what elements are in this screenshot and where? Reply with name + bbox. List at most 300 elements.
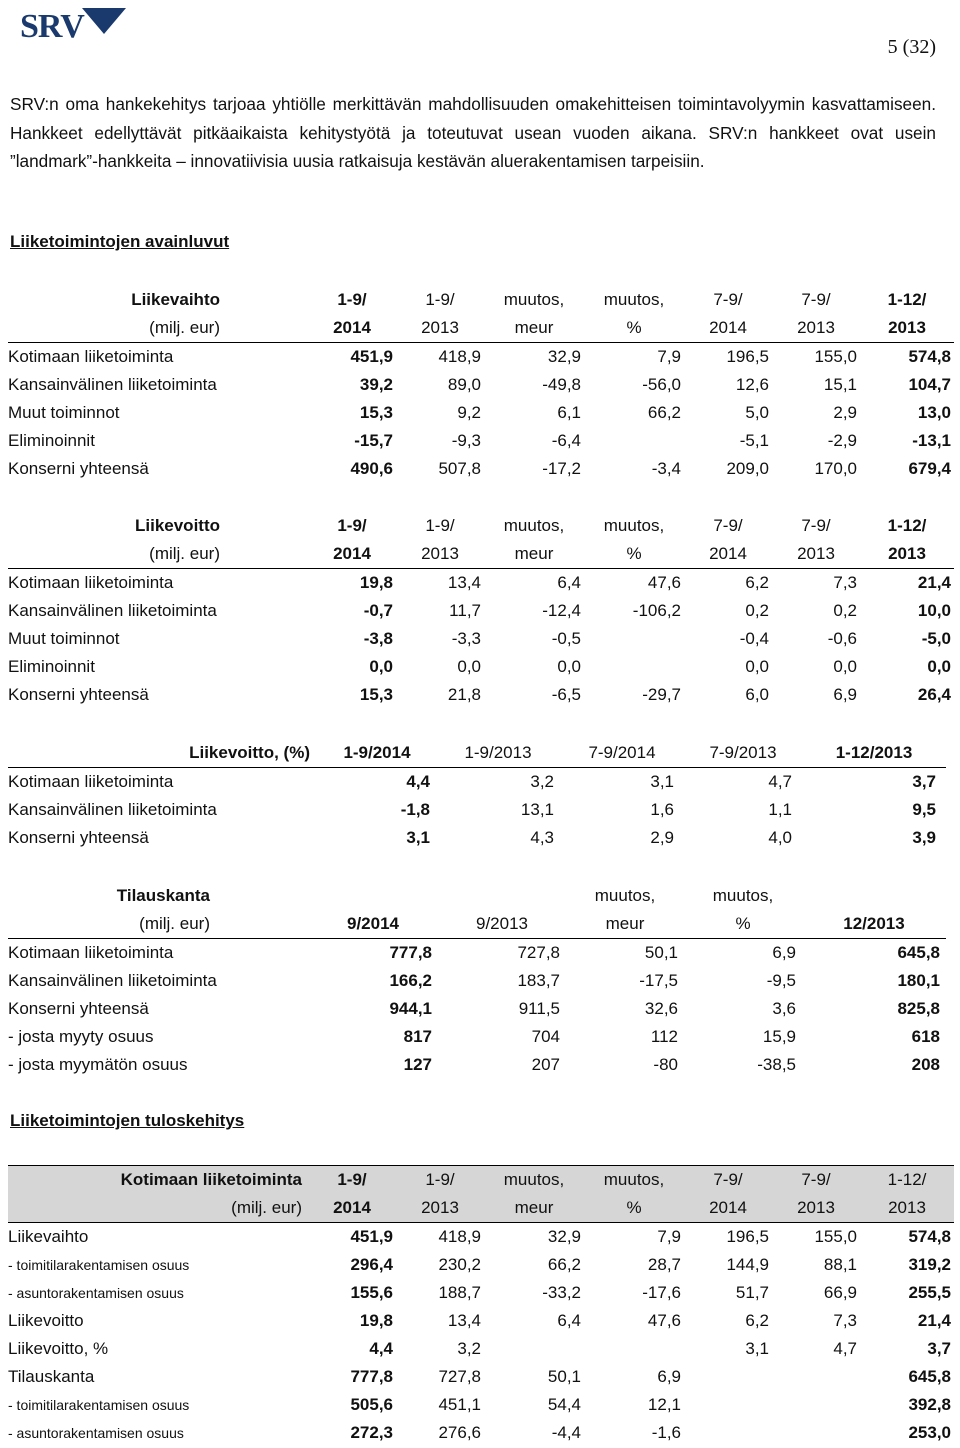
table-cell: 21,4 — [917, 1311, 951, 1330]
column-header: Tilauskanta — [116, 886, 210, 905]
table-cell — [684, 1419, 772, 1447]
srv-logo — [20, 8, 110, 48]
column-header: 9/2014 — [308, 910, 438, 939]
table-cell: 6,4 — [557, 573, 581, 592]
table-cell: 32,9 — [547, 347, 581, 366]
table-cell: 180,1 — [897, 971, 940, 990]
table-cell: -17,2 — [542, 459, 581, 478]
table-cell: 392,8 — [908, 1395, 951, 1414]
row-label: - josta myyty osuus — [8, 1027, 154, 1046]
table-cell: 9,5 — [912, 800, 936, 819]
table-cell: 6,2 — [745, 573, 769, 592]
intro-text: SRV:n oma hankekehitys tarjoaa yhtiölle merkittävän mahdollisuuden omakehitteisen toimintavolyymin kasvattamiseen. Hankkeet edellyttävät pitkäaikaista kehitystyötä ja toteutuvat usean vuoden aikana. SRV:n hankkeet ovat usein ”landmark”-hankkeita – innovatiivisia uusia ratkaisuja kestävän aluerakentamisen tarpeisiin. — [10, 94, 936, 172]
table-cell: 6,2 — [745, 1311, 769, 1330]
table-cell: -29,7 — [642, 685, 681, 704]
table-cell: 6,9 — [833, 685, 857, 704]
column-header: muutos, — [584, 1166, 684, 1195]
table-cell: 618 — [911, 1027, 940, 1046]
row-label: Liikevoitto — [8, 1311, 84, 1330]
table-cell: -33,2 — [542, 1283, 581, 1302]
table-cell: 505,6 — [350, 1395, 393, 1414]
row-label: Kotimaan liiketoiminta — [8, 772, 174, 791]
table-cell: 2,9 — [833, 403, 857, 422]
table-cell: -4,4 — [551, 1423, 581, 1442]
table-cell: 208 — [911, 1055, 940, 1074]
table-row — [8, 343, 954, 372]
table-cell: 1,1 — [768, 800, 792, 819]
table-row — [8, 768, 946, 797]
table-cell: 3,1 — [745, 1339, 769, 1358]
table-liikevoitto — [8, 512, 954, 709]
table-header-row — [8, 739, 946, 768]
column-header: 2013 — [396, 314, 484, 343]
row-label: Kansainvälinen liiketoiminta — [8, 601, 217, 620]
table-cell: 645,8 — [897, 943, 940, 962]
table-cell: 21,4 — [917, 573, 951, 592]
table-row — [8, 399, 954, 427]
table-cell: 155,0 — [814, 347, 857, 366]
table-cell: -0,5 — [551, 629, 581, 648]
column-header: 2013 — [860, 1194, 954, 1223]
table-cell: 183,7 — [517, 971, 560, 990]
table-cell: 12,6 — [735, 375, 769, 394]
table-row — [8, 1051, 946, 1079]
column-header: 2013 — [772, 314, 860, 343]
table-liikevaihto — [8, 286, 954, 483]
table-row — [8, 455, 954, 483]
column-header: 1-9/ — [396, 1166, 484, 1195]
column-header: meur — [484, 314, 584, 343]
table-header-row — [8, 512, 954, 540]
column-header — [802, 882, 946, 910]
table-cell: -5,0 — [921, 629, 951, 648]
table-cell: 51,7 — [735, 1283, 769, 1302]
table-cell: 451,9 — [350, 347, 393, 366]
intro-paragraph — [10, 90, 936, 176]
table-cell: 0,0 — [833, 657, 857, 676]
table-cell: 255,5 — [908, 1283, 951, 1302]
column-header: Liikevaihto — [131, 290, 220, 309]
table-cell: 574,8 — [908, 1227, 951, 1246]
table-cell — [584, 1335, 684, 1363]
row-label: Kansainvälinen liiketoiminta — [8, 971, 217, 990]
table-cell: 4,4 — [369, 1339, 393, 1358]
table-cell: 196,5 — [726, 1227, 769, 1246]
table-row — [8, 597, 954, 625]
column-header: 2013 — [860, 540, 954, 569]
table-cell: 418,9 — [438, 1227, 481, 1246]
table-cell: -1,8 — [400, 800, 430, 819]
table-row — [8, 1251, 954, 1279]
table-cell: 777,8 — [350, 1367, 393, 1386]
column-header: muutos, — [594, 886, 656, 905]
table-header-row — [8, 540, 954, 569]
column-header: Kotimaan liiketoiminta — [8, 1166, 308, 1195]
table-cell: -3,3 — [451, 629, 481, 648]
row-label: - asuntorakentamisen osuus — [8, 1425, 184, 1441]
table-cell: 296,4 — [350, 1255, 393, 1274]
table-cell: 0,0 — [369, 657, 393, 676]
column-header: 1-12/ — [887, 290, 927, 309]
column-header: (milj. eur) — [8, 540, 308, 569]
table-cell: 66,2 — [647, 403, 681, 422]
table-cell — [484, 1335, 584, 1363]
column-header: 12/2013 — [802, 910, 946, 939]
table-cell: -106,2 — [632, 601, 681, 620]
table-cell: 104,7 — [908, 375, 951, 394]
row-label: - toimitilarakentamisen osuus — [8, 1397, 190, 1413]
table-row — [8, 967, 946, 995]
table-cell: 13,4 — [447, 1311, 481, 1330]
table-header-row — [8, 882, 946, 910]
table-cell: 679,4 — [908, 459, 951, 478]
table-cell: 645,8 — [908, 1367, 951, 1386]
column-header: 1-9/ — [425, 290, 455, 309]
table-cell: 253,0 — [908, 1423, 951, 1442]
column-header: 1-9/ — [308, 1166, 396, 1195]
column-header: 7-9/2013 — [684, 739, 802, 768]
column-header: 1-12/2013 — [802, 739, 946, 768]
table-cell: -49,8 — [542, 375, 581, 394]
column-header: 1-9/ — [337, 290, 367, 309]
table-cell: 4,4 — [406, 772, 430, 791]
table-cell: -5,1 — [739, 431, 769, 450]
row-label: Konserni yhteensä — [8, 828, 149, 847]
row-label: Muut toiminnot — [8, 403, 120, 422]
table-row — [8, 939, 946, 968]
table-row — [8, 1023, 946, 1051]
column-header: 7-9/ — [801, 290, 831, 309]
section-title-avainluvut: Liiketoimintojen avainluvut — [10, 232, 230, 251]
table-cell: 3,1 — [406, 828, 430, 847]
row-label: Kotimaan liiketoiminta — [8, 573, 174, 592]
column-header: 1-9/2013 — [436, 739, 560, 768]
table-cell: 32,6 — [644, 999, 678, 1018]
row-label: - josta myymätön osuus — [8, 1055, 188, 1074]
table-cell: 19,8 — [359, 573, 393, 592]
table-cell: 4,0 — [768, 828, 792, 847]
column-header: muutos, — [712, 886, 774, 905]
table-cell — [584, 653, 684, 681]
column-header: 2013 — [772, 1194, 860, 1223]
column-header: (milj. eur) — [8, 314, 308, 343]
column-header: muutos, — [603, 290, 665, 309]
table-row — [8, 681, 954, 709]
table-cell: 15,1 — [823, 375, 857, 394]
row-label: Kotimaan liiketoiminta — [8, 347, 174, 366]
table-header-row — [8, 1166, 954, 1195]
table-cell: 54,4 — [547, 1395, 581, 1414]
table-cell: 4,7 — [833, 1339, 857, 1358]
table-row — [8, 995, 946, 1023]
row-label: Muut toiminnot — [8, 629, 120, 648]
row-label: Konserni yhteensä — [8, 685, 149, 704]
table-cell: -1,6 — [651, 1423, 681, 1442]
column-header: 7-9/ — [713, 290, 743, 309]
column-header: 2014 — [684, 1194, 772, 1223]
column-header: 1-12/ — [860, 1166, 954, 1195]
table-cell: 66,9 — [823, 1283, 857, 1302]
column-header: (milj. eur) — [8, 1194, 308, 1223]
table-row — [8, 1335, 954, 1363]
table-header-row — [8, 910, 946, 939]
table-cell: -12,4 — [542, 601, 581, 620]
table-cell: 7,3 — [833, 1311, 857, 1330]
table-cell: 188,7 — [438, 1283, 481, 1302]
column-header: 2014 — [684, 314, 772, 343]
table-cell: 207 — [531, 1055, 560, 1074]
table-cell: -38,5 — [757, 1055, 796, 1074]
table-cell: 704 — [531, 1027, 560, 1046]
table-cell: -2,9 — [827, 431, 857, 450]
row-label: Kansainvälinen liiketoiminta — [8, 375, 217, 394]
page-number: 5 (32) — [887, 36, 936, 58]
column-header: 7-9/ — [713, 516, 743, 535]
table-cell: 276,6 — [438, 1423, 481, 1442]
table-row — [8, 653, 954, 681]
table-cell: 6,1 — [557, 403, 581, 422]
table-cell: 451,1 — [438, 1395, 481, 1414]
table-cell: -0,4 — [739, 629, 769, 648]
table-cell: 127 — [403, 1055, 432, 1074]
column-header: % — [584, 314, 684, 343]
column-header: 7-9/2014 — [560, 739, 684, 768]
column-header: 2014 — [308, 314, 396, 343]
table-cell: -56,0 — [642, 375, 681, 394]
table-cell: -6,4 — [551, 431, 581, 450]
table-cell: 490,6 — [350, 459, 393, 478]
table-cell: 166,2 — [389, 971, 432, 990]
table-cell: 47,6 — [647, 1311, 681, 1330]
table-cell: 0,2 — [833, 601, 857, 620]
table-cell: 911,5 — [518, 999, 560, 1018]
table-cell: 451,9 — [350, 1227, 393, 1246]
table-cell: 196,5 — [726, 347, 769, 366]
table-cell: 3,2 — [530, 772, 554, 791]
table-cell: 47,6 — [647, 573, 681, 592]
table-cell: -17,5 — [639, 971, 678, 990]
row-label: Kansainvälinen liiketoiminta — [8, 800, 217, 819]
column-header: 1-12/ — [887, 516, 927, 535]
table-cell — [684, 1391, 772, 1419]
column-header: 2014 — [308, 1194, 396, 1223]
table-cell: 507,8 — [438, 459, 481, 478]
table-cell: 15,3 — [359, 403, 393, 422]
table-cell: 13,4 — [447, 573, 481, 592]
table-cell: 1,6 — [650, 800, 674, 819]
column-header: 7-9/ — [772, 1166, 860, 1195]
column-header: Liikevoitto, (%) — [8, 739, 318, 768]
logo-triangle-icon — [82, 8, 126, 34]
table-row — [8, 625, 954, 653]
table-cell: -3,4 — [651, 459, 681, 478]
row-label: Konserni yhteensä — [8, 999, 149, 1018]
table-cell: -17,6 — [642, 1283, 681, 1302]
table-cell: -9,5 — [766, 971, 796, 990]
table-cell: 50,1 — [644, 943, 678, 962]
table-cell: 2,9 — [650, 828, 674, 847]
table-cell: 944,1 — [389, 999, 432, 1018]
table-cell: 26,4 — [917, 685, 951, 704]
table-row — [8, 1223, 954, 1252]
table-cell: 230,2 — [438, 1255, 481, 1274]
table-cell: 825,8 — [897, 999, 940, 1018]
table-cell: 4,3 — [530, 828, 554, 847]
row-label: Kotimaan liiketoiminta — [8, 943, 174, 962]
column-header: % — [684, 910, 802, 939]
table-cell: -0,6 — [827, 629, 857, 648]
column-header: meur — [484, 540, 584, 569]
table-row — [8, 1307, 954, 1335]
column-header: 7-9/ — [684, 1166, 772, 1195]
table-row — [8, 569, 954, 598]
table-cell: 3,7 — [912, 772, 936, 791]
row-label: Liikevaihto — [8, 1227, 89, 1246]
row-label: Konserni yhteensä — [8, 459, 149, 478]
table-cell: -0,7 — [363, 601, 393, 620]
column-header: % — [584, 1194, 684, 1223]
row-label: Eliminoinnit — [8, 657, 95, 676]
table-cell — [772, 1363, 860, 1391]
table-cell: -13,1 — [912, 431, 951, 450]
table-cell: 66,2 — [547, 1255, 581, 1274]
table-cell — [584, 427, 684, 455]
table-cell — [584, 625, 684, 653]
table-cell: 155,0 — [814, 1227, 857, 1246]
table-cell: 272,3 — [350, 1423, 393, 1442]
column-header: meur — [566, 910, 684, 939]
table-cell: 13,1 — [520, 800, 554, 819]
table-cell: -6,5 — [551, 685, 581, 704]
column-header: muutos, — [503, 516, 565, 535]
table-cell — [684, 1363, 772, 1391]
table-cell: 39,2 — [359, 375, 393, 394]
column-header: 7-9/ — [801, 516, 831, 535]
table-cell: 144,9 — [726, 1255, 769, 1274]
table-cell — [772, 1419, 860, 1447]
column-header: muutos, — [484, 1166, 584, 1195]
row-label: - asuntorakentamisen osuus — [8, 1285, 184, 1301]
table-header-row — [8, 1194, 954, 1223]
section-title-tuloskehitys: Liiketoimintojen tuloskehitys — [10, 1111, 245, 1130]
row-label: Eliminoinnit — [8, 431, 95, 450]
column-header: 1-9/ — [337, 516, 367, 535]
column-header: 1-9/ — [425, 516, 455, 535]
table-cell: -15,7 — [354, 431, 393, 450]
table-cell: 170,0 — [814, 459, 857, 478]
table-cell: 112 — [650, 1027, 678, 1046]
table-cell: 3,1 — [650, 772, 674, 791]
table-cell: 21,8 — [447, 685, 481, 704]
logo-text: SRV — [20, 8, 84, 45]
table-cell: 3,6 — [772, 999, 796, 1018]
column-header: 2013 — [396, 540, 484, 569]
table-cell: 13,0 — [917, 403, 951, 422]
table-cell: -9,3 — [451, 431, 481, 450]
table-cell: 4,7 — [768, 772, 792, 791]
table-cell: -3,8 — [363, 629, 393, 648]
table-cell: 418,9 — [438, 347, 481, 366]
table-cell: 727,8 — [438, 1367, 481, 1386]
table-cell: 6,9 — [772, 943, 796, 962]
table-row — [8, 1391, 954, 1419]
table-cell: 7,9 — [657, 347, 681, 366]
column-header: (milj. eur) — [8, 910, 308, 939]
table-cell: 0,0 — [457, 657, 481, 676]
table-cell: 7,3 — [833, 573, 857, 592]
table-kotimaan-liiketoiminta — [8, 1165, 954, 1447]
table-cell: 727,8 — [517, 943, 560, 962]
table-cell: 6,4 — [557, 1311, 581, 1330]
column-header: 2013 — [396, 1194, 484, 1223]
table-liikevoitto-pct — [8, 739, 946, 852]
table-cell: 15,9 — [762, 1027, 796, 1046]
table-row — [8, 1363, 954, 1391]
row-label: - toimitilarakentamisen osuus — [8, 1257, 190, 1273]
column-header: 2013 — [860, 314, 954, 343]
table-cell: 15,3 — [359, 685, 393, 704]
table-cell: 574,8 — [908, 347, 951, 366]
table-cell: 209,0 — [726, 459, 769, 478]
column-header: 2013 — [772, 540, 860, 569]
column-header: 2014 — [308, 540, 396, 569]
column-header: 2014 — [684, 540, 772, 569]
table-cell: 50,1 — [547, 1367, 581, 1386]
column-header: 1-9/2014 — [318, 739, 436, 768]
table-cell: 0,0 — [557, 657, 581, 676]
column-header — [438, 882, 566, 910]
table-row — [8, 1279, 954, 1307]
table-header-row — [8, 314, 954, 343]
table-cell: 11,7 — [449, 601, 481, 620]
table-cell: 88,1 — [823, 1255, 857, 1274]
table-cell: 32,9 — [547, 1227, 581, 1246]
table-cell: 3,7 — [927, 1339, 951, 1358]
row-label: Tilauskanta — [8, 1367, 95, 1386]
table-header-row — [8, 286, 954, 314]
column-header: 9/2013 — [438, 910, 566, 939]
table-cell: -80 — [653, 1055, 678, 1074]
table-cell: 7,9 — [657, 1227, 681, 1246]
column-header: % — [584, 540, 684, 569]
table-cell: 6,9 — [657, 1367, 681, 1386]
table-cell — [772, 1391, 860, 1419]
table-row — [8, 371, 954, 399]
table-cell: 5,0 — [745, 403, 769, 422]
table-cell: 0,2 — [745, 601, 769, 620]
table-cell: 3,2 — [457, 1339, 481, 1358]
table-cell: 89,0 — [447, 375, 481, 394]
table-row — [8, 824, 946, 852]
column-header: meur — [484, 1194, 584, 1223]
table-cell: 12,1 — [647, 1395, 681, 1414]
column-header: Liikevoitto — [134, 516, 220, 535]
column-header: muutos, — [503, 290, 565, 309]
table-row — [8, 1419, 954, 1447]
table-cell: 0,0 — [745, 657, 769, 676]
table-cell: 3,9 — [912, 828, 936, 847]
table-cell: 19,8 — [359, 1311, 393, 1330]
table-cell: 817 — [403, 1027, 432, 1046]
table-cell: 0,0 — [927, 657, 951, 676]
table-cell: 155,6 — [350, 1283, 393, 1302]
table-cell: 9,2 — [457, 403, 481, 422]
table-tilauskanta — [8, 882, 946, 1079]
table-cell: 6,0 — [745, 685, 769, 704]
table-cell: 10,0 — [917, 601, 951, 620]
table-cell: 319,2 — [908, 1255, 951, 1274]
table-row — [8, 796, 946, 824]
